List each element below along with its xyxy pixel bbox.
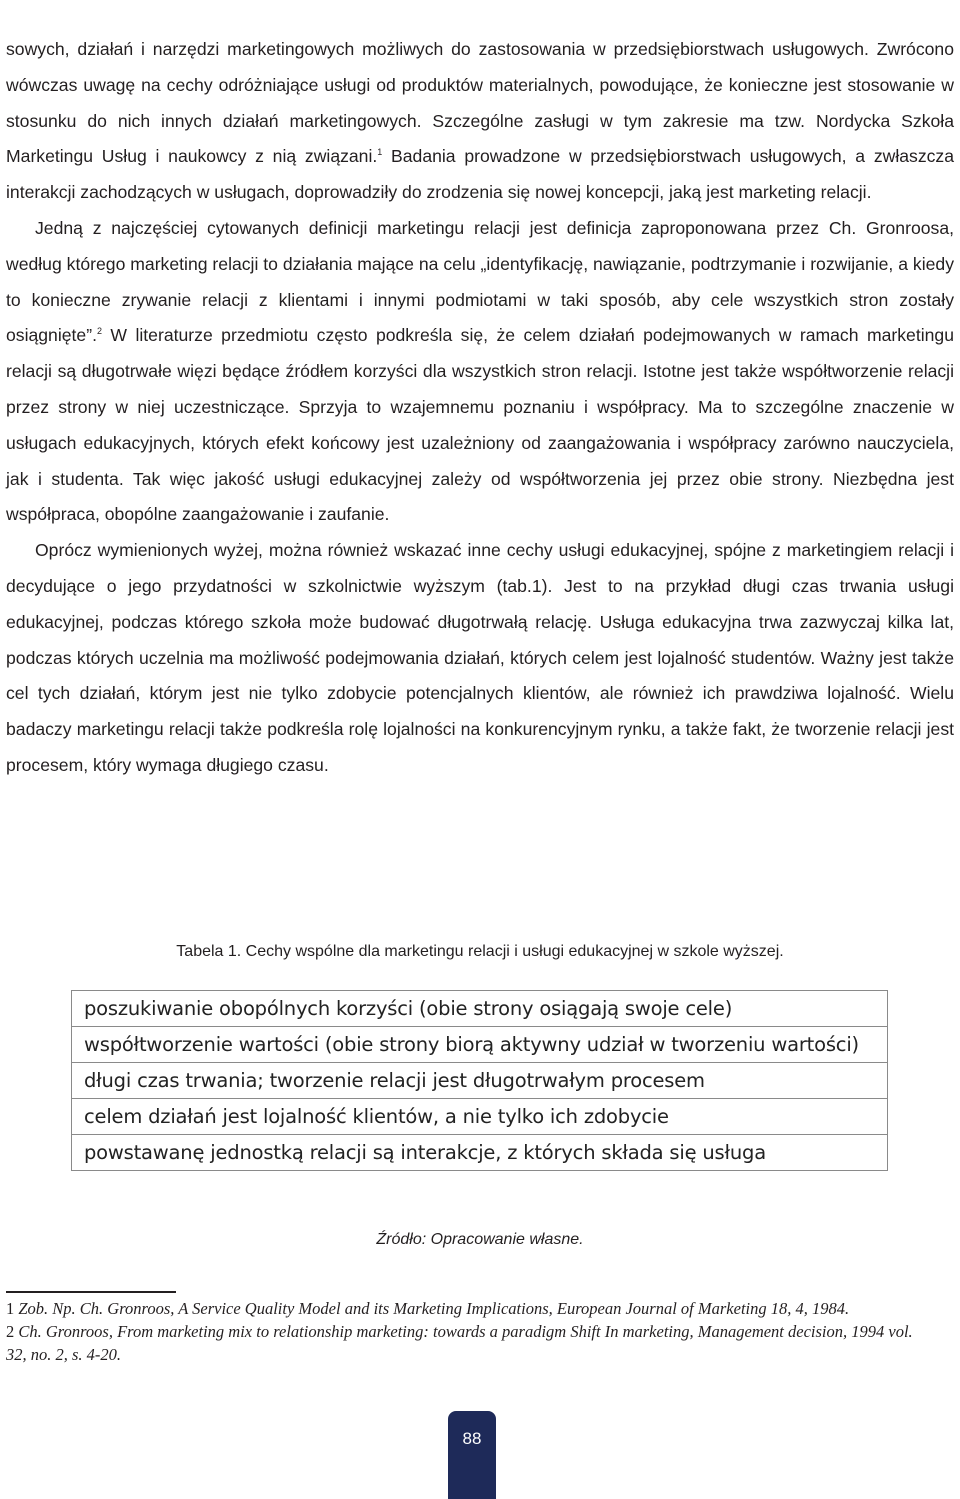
table-cell: poszukiwanie obopólnych korzyści (obie strony osiągają swoje cele) bbox=[72, 991, 888, 1027]
paragraph-text: sowych, działań i narzędzi marketingowych możliwych do zastosowania w przedsiębiorstwach usługowych. Zwrócono wówczas uwagę na cechy odróżniające usługi od produktów materialnych, powodujące, że konieczne jest stosowanie w stosunku do nich innych działań marketingowych. Szczególne zasługi w tym zakresie ma tzw. Nordycka Szkoła Marketingu Usług i naukowcy z nią związani. bbox=[6, 39, 954, 167]
page-number-tab bbox=[448, 1411, 496, 1499]
features-table bbox=[71, 990, 888, 1171]
body-text bbox=[6, 32, 954, 784]
table-cell: powstawanę jednostką relacji są interakcje, z których składa się usługa bbox=[72, 1135, 888, 1171]
table-row bbox=[72, 991, 888, 1027]
paragraph-text: Jedną z najczęściej cytowanych definicji marketingu relacji jest definicja zaproponowana przez Ch. Gronroosa, według którego marketing relacji to działania mające na celu „identyfikację, nawiązanie, podtrzymanie i rozwijanie, a kiedy to konieczne zrywanie relacji z klientami i innymi podmiotami w taki sposób, aby cele wszystkich stron zostały osiągnięte”. bbox=[6, 217, 954, 346]
table-row bbox=[72, 1063, 888, 1099]
footnote-number: 1 bbox=[6, 1299, 15, 1318]
table-row bbox=[72, 1099, 888, 1135]
footnote-reference: 1 bbox=[377, 147, 383, 158]
table-cell: długi czas trwania; tworzenie relacji jest długotrwałym procesem bbox=[72, 1063, 888, 1099]
table-cell: celem działań jest lojalność klientów, a nie tylko ich zdobycie bbox=[72, 1099, 888, 1135]
body-paragraph bbox=[6, 211, 954, 533]
footnotes bbox=[6, 1297, 926, 1366]
table-cell: współtworzenie wartości (obie strony biorą aktywny udział w tworzeniu wartości) bbox=[72, 1027, 888, 1063]
body-paragraph bbox=[6, 533, 954, 784]
footnote-reference: 2 bbox=[96, 326, 102, 337]
page-number: 88 bbox=[462, 1429, 482, 1448]
paragraph-text: Badania prowadzone w przedsiębiorstwach usługowych, a zwłaszcza interakcji zachodzących w usługach, doprowadziły do zrodzenia się nowej koncepcji, jaką jest marketing relacji. bbox=[6, 146, 954, 203]
body-paragraph bbox=[6, 32, 954, 211]
footnote-text: Zob. Np. Ch. Gronroos, A Service Quality Model and its Marketing Implications, European Journal of Marketing 18, 4, 1984. bbox=[18, 1299, 850, 1318]
footnote-1 bbox=[6, 1297, 926, 1320]
paragraph-text: W literaturze przedmiotu często podkreśla się, że celem działań podejmowanych w ramach marketingu relacji są długotrwałe więzi będące źródłem korzyści dla wszystkich stron relacji. Istotne jest także współtworzenie relacji przez strony w niej uczestniczące. Sprzyja to wzajemnemu poznaniu i współpracy. Ma to szczególne znaczenie w usługach edukacyjnych, których efekt końcowy jest uzależniony od zaangażowania i współpracy zarówno nauczyciela, jak i studenta. Tak więc jakość usługi edukacyjnej zależy od współtworzenia jej przez obie strony. Niezbędna jest współpraca, obopólne zaangażowanie i zaufanie. bbox=[6, 325, 954, 525]
footnote-number: 2 bbox=[6, 1322, 15, 1341]
footnote-text: Ch. Gronroos, From marketing mix to relationship marketing: towards a paradigm Shift In marketing, Management decision, 1994 vol. 32, no. 2, s. 4-20. bbox=[6, 1322, 913, 1364]
table-row bbox=[72, 1135, 888, 1171]
paragraph-text: Oprócz wymienionych wyżej, można również wskazać inne cechy usługi edukacyjnej, spójne z marketingiem relacji i decydujące o jego przydatności w szkolnictwie wyższym (tab.1). Jest to na przykład długi czas trwania usługi edukacyjnej, podczas którego szkoła może budować długotrwałą relację. Usługa edukacyjna trwa zazwyczaj kilka lat, podczas których uczelnia ma możliwość podejmowania działań, których celem jest lojalność studentów. Ważny jest także cel tych działań, którym jest nie tylko zdobycie potencjalnych klientów, ale również ich prawdziwa lojalność. Wielu badaczy marketingu relacji także podkreśla rolę lojalności na konkurencyjnym rynku, a także fakt, że tworzenie relacji jest procesem, który wymaga długiego czasu. bbox=[6, 540, 954, 775]
table-source: Źródło: Opracowanie własne. bbox=[376, 1231, 584, 1248]
table-caption: Tabela 1. Cechy wspólne dla marketingu relacji i usługi edukacyjnej w szkole wyższej. bbox=[176, 943, 784, 960]
footnote-2 bbox=[6, 1320, 926, 1366]
table-row bbox=[72, 1027, 888, 1063]
footnote-divider bbox=[6, 1291, 176, 1293]
